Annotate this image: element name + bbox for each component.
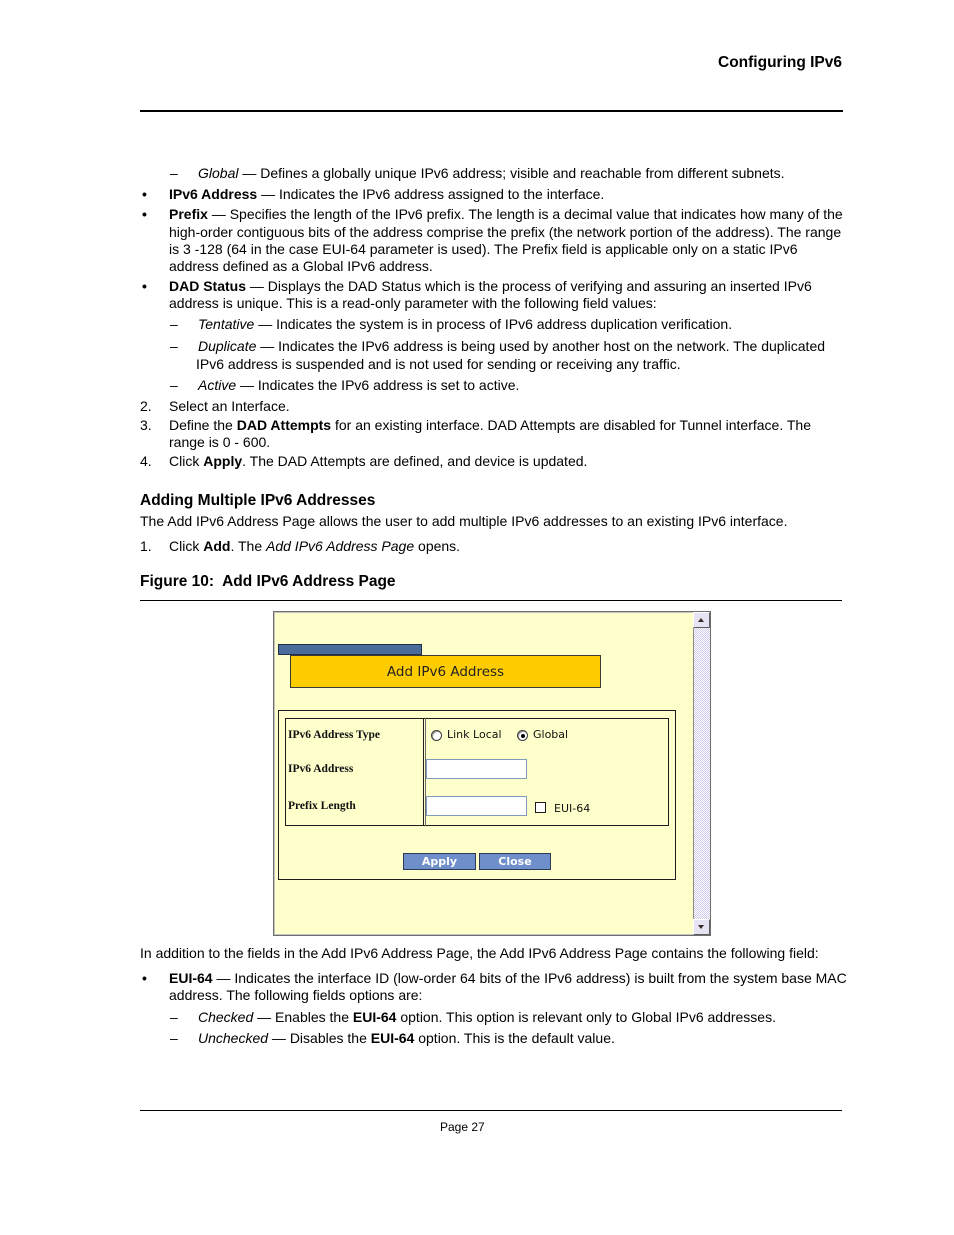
- footer-rule: [140, 1110, 842, 1111]
- scroll-up-button[interactable]: [693, 612, 710, 628]
- section-intro: The Add IPv6 Address Page allows the user to add multiple IPv6 addresses to an existing IPv6 interface.: [140, 513, 788, 529]
- address-label: IPv6 Address: [288, 763, 354, 775]
- dad-value-duplicate-line: IPv6 address is suspended and is not used for sending or receiving any traffic.: [196, 356, 681, 372]
- figure-caption: Figure 10: Add IPv6 Address Page: [140, 573, 396, 590]
- desc-term: Duplicate: [198, 338, 257, 354]
- desc-text-pre: — Enables the: [253, 1009, 353, 1025]
- close-button[interactable]: Close: [479, 853, 551, 870]
- list-bullet: •: [142, 186, 147, 202]
- dad-value-duplicate: [198, 338, 825, 354]
- step-text-bold: DAD Attempts: [236, 417, 332, 433]
- desc-term: Tentative: [198, 316, 255, 332]
- dad-status-desc: [169, 278, 812, 294]
- arrow-up-icon: [698, 618, 704, 622]
- vertical-scrollbar[interactable]: [693, 612, 710, 935]
- step-number: 4.: [140, 453, 152, 469]
- step-number: 3.: [140, 417, 152, 433]
- desc-text-bold: EUI-64: [370, 1030, 415, 1046]
- desc-term: Prefix: [169, 206, 208, 222]
- form-table: [285, 718, 669, 826]
- desc-text-post: option. This is the default value.: [414, 1030, 615, 1046]
- radio-global-label[interactable]: Global: [533, 728, 569, 741]
- step-text-bold: Add: [203, 538, 231, 554]
- apply-button[interactable]: Apply: [403, 853, 476, 870]
- ipv6-address-desc: [169, 186, 604, 202]
- scroll-down-button[interactable]: [693, 919, 710, 935]
- step-text-mid: . The: [230, 538, 266, 554]
- desc-text: — Indicates the IPv6 address is being used by another host on the network. The duplicated: [256, 338, 826, 354]
- prefix-length-input[interactable]: [426, 796, 527, 816]
- desc-text: — Indicates the IPv6 address is set to active.: [236, 377, 520, 393]
- form-panel: [278, 710, 676, 880]
- desc-term: DAD Status: [169, 278, 247, 294]
- step-text: Select an Interface.: [169, 398, 290, 414]
- step-text-pre: Define the: [169, 417, 237, 433]
- desc-text-post: option. This option is relevant only to Global IPv6 addresses.: [396, 1009, 776, 1025]
- radio-global[interactable]: [517, 730, 528, 741]
- add-ipv6-address-screenshot: [273, 611, 711, 936]
- dad-value-active: [198, 377, 519, 393]
- list-dash: –: [170, 316, 178, 332]
- eui64-option-unchecked: [198, 1030, 615, 1046]
- step-text-bold: Apply: [203, 453, 243, 469]
- global-type-desc: [198, 165, 785, 181]
- step-text-italic: Add IPv6 Address Page: [266, 538, 415, 554]
- desc-text-bold: EUI-64: [352, 1009, 397, 1025]
- step-text-line: range is 0 - 600.: [169, 434, 271, 450]
- eui64-checkbox-label[interactable]: EUI-64: [554, 802, 591, 815]
- list-dash: –: [170, 338, 178, 354]
- header-rule: [140, 110, 843, 112]
- prefix-desc-line: address defined as a Global IPv6 address.: [169, 258, 433, 274]
- desc-term: Active: [198, 377, 237, 393]
- prefix-desc: [169, 206, 843, 222]
- address-type-label: IPv6 Address Type: [288, 729, 381, 741]
- step-number: 2.: [140, 398, 152, 414]
- desc-text-pre: — Disables the: [268, 1030, 371, 1046]
- step-text-pre: Click: [169, 538, 204, 554]
- page-title: Add IPv6 Address: [386, 663, 505, 680]
- desc-text: — Defines a globally unique IPv6 address; visible and reachable from different subnets.: [238, 165, 785, 181]
- step-text: [169, 538, 460, 554]
- desc-term: EUI-64: [169, 970, 213, 986]
- eui64-desc: [169, 970, 847, 986]
- step-text: [169, 453, 587, 469]
- section-heading: Adding Multiple IPv6 Addresses: [140, 492, 376, 509]
- step-text-pre: Click: [169, 453, 204, 469]
- list-dash: –: [170, 1009, 178, 1025]
- eui64-checkbox[interactable]: [535, 802, 546, 813]
- eui64-desc-line: address. The following fields options are:: [169, 987, 423, 1003]
- prefix-desc-line: is 3 -128 (64 in the case EUI-64 parameter is used). The Prefix field is applicable only on a static IPv6: [169, 241, 798, 257]
- desc-text: — Indicates the IPv6 address assigned to the interface.: [257, 186, 605, 202]
- header-tab-strip: [278, 644, 422, 655]
- step-text-post: opens.: [414, 538, 461, 554]
- running-header: Configuring IPv6: [718, 54, 842, 71]
- list-dash: –: [170, 1030, 178, 1046]
- list-dash: –: [170, 165, 178, 181]
- caption-rule: [140, 600, 842, 601]
- step-text: [169, 417, 811, 433]
- page-number: Page 27: [440, 1120, 485, 1134]
- list-bullet: •: [142, 278, 147, 294]
- desc-term: Checked: [198, 1009, 254, 1025]
- arrow-down-icon: [698, 925, 704, 929]
- page-title-box: [290, 655, 601, 688]
- prefix-length-label: Prefix Length: [288, 800, 356, 812]
- desc-text: — Indicates the interface ID (low-order 64 bits of the IPv6 address) is built from the system base MAC: [212, 970, 847, 986]
- dad-value-tentative: [198, 316, 732, 332]
- desc-term: IPv6 Address: [169, 186, 258, 202]
- desc-term: Global: [198, 165, 239, 181]
- desc-text: — Specifies the length of the IPv6 prefix. The length is a decimal value that indicates how many of the: [207, 206, 843, 222]
- dad-status-desc-line: address is unique. This is a read-only parameter with the following field values:: [169, 295, 657, 311]
- desc-text: — Indicates the system is in process of IPv6 address duplication verification.: [254, 316, 733, 332]
- ipv6-address-input[interactable]: [426, 759, 527, 779]
- list-bullet: •: [142, 206, 147, 222]
- step-number: 1.: [140, 538, 152, 554]
- radio-link-local[interactable]: [431, 730, 442, 741]
- prefix-desc-line: high-order contiguous bits of the address comprise the prefix (the network portion of the address). The range: [169, 224, 842, 240]
- list-dash: –: [170, 377, 178, 393]
- list-bullet: •: [142, 970, 147, 986]
- eui64-option-checked: [198, 1009, 776, 1025]
- step-text-post: . The DAD Attempts are defined, and device is updated.: [242, 453, 588, 469]
- fields-intro: In addition to the fields in the Add IPv6 Address Page, the Add IPv6 Address Page contains the following field:: [140, 945, 819, 961]
- step-text-post: for an existing interface. DAD Attempts are disabled for Tunnel interface. The: [331, 417, 811, 433]
- radio-link-local-label[interactable]: Link Local: [447, 728, 502, 741]
- desc-text: — Displays the DAD Status which is the process of verifying and assuring an inserted IPv6: [246, 278, 812, 294]
- desc-term: Unchecked: [198, 1030, 269, 1046]
